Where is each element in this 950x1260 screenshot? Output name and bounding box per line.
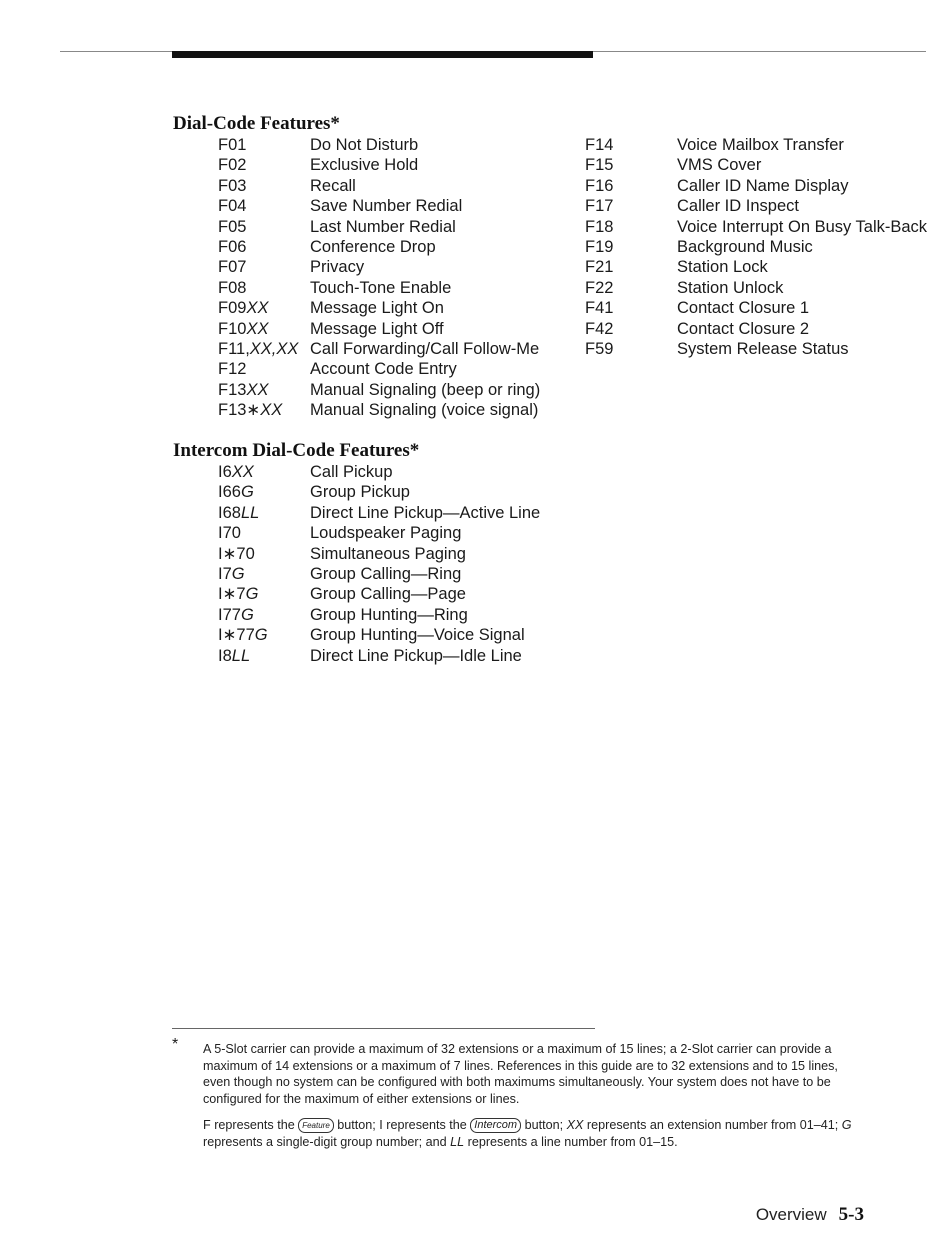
feature-label: Group Calling—Page — [310, 585, 466, 604]
feature-code: F12 — [218, 360, 247, 379]
feature-code: F04 — [218, 197, 247, 216]
list-item — [218, 278, 578, 298]
dial-code-heading: Dial-Code Features* — [173, 113, 340, 134]
list-item — [585, 319, 945, 339]
feature-label: Recall — [310, 176, 356, 195]
list-item — [218, 646, 578, 666]
feature-code: F15 — [585, 156, 614, 175]
feature-label: Account Code Entry — [310, 360, 457, 379]
feature-label: Contact Closure 1 — [677, 299, 810, 318]
list-item — [218, 319, 578, 339]
feature-label: Message Light On — [310, 299, 444, 318]
feature-label: Voice Interrupt On Busy Talk-Back — [677, 217, 928, 236]
list-item — [585, 196, 945, 216]
feature-code: F42 — [585, 319, 614, 338]
list-item — [218, 155, 578, 175]
feature-code: F14 — [585, 136, 614, 154]
feature-label: Station Lock — [677, 258, 768, 277]
feature-code: F18 — [585, 217, 614, 236]
feature-code: F10XX — [218, 319, 269, 338]
feature-label: Group Pickup — [310, 483, 410, 502]
list-item — [585, 298, 945, 318]
feature-label: Do Not Disturb — [310, 136, 419, 154]
list-item — [218, 217, 578, 237]
feature-label: Touch-Tone Enable — [310, 278, 452, 297]
intercom-heading: Intercom Dial-Code Features* — [173, 440, 420, 461]
feature-code: I6XX — [218, 463, 254, 481]
feature-code: I66G — [218, 483, 254, 502]
feature-label: Voice Mailbox Transfer — [677, 136, 844, 154]
feature-label: Conference Drop — [310, 237, 436, 256]
intercom-code-list — [218, 462, 578, 666]
list-item — [218, 482, 578, 502]
list-item — [218, 462, 578, 482]
feature-label: Group Calling—Ring — [310, 564, 462, 583]
feature-label: Station Unlock — [677, 278, 784, 297]
feature-label: Message Light Off — [310, 319, 444, 338]
footnote-paragraph-1: A 5-Slot carrier can provide a maximum of 32 extensions or a maximum of 15 lines; a 2-Slot carrier can provide a maximum of 14 extensions or a maximum of 7 lines. References in this guide are to 32 extensions and to 15 lines, even though no system can be configured with both maximums simultaneously. Your system does not have to be configured for the maximum of either extensions or lines. — [203, 1042, 838, 1106]
feature-code: F19 — [585, 237, 614, 256]
dial-code-list-right — [585, 135, 945, 359]
list-item — [585, 278, 945, 298]
list-item — [218, 298, 578, 318]
list-item — [585, 237, 945, 257]
feature-code: I∗7G — [218, 585, 259, 604]
feature-label: Call Pickup — [310, 463, 393, 481]
list-item — [218, 135, 578, 155]
list-item — [218, 380, 578, 400]
feature-label: Group Hunting—Ring — [310, 605, 468, 624]
feature-label: Direct Line Pickup—Idle Line — [310, 646, 522, 665]
page-number: 5-3 — [838, 1204, 864, 1225]
feature-label: Simultaneous Paging — [310, 544, 466, 563]
feature-label: Manual Signaling (beep or ring) — [310, 380, 541, 399]
feature-label: Last Number Redial — [310, 217, 456, 236]
feature-code: F08 — [218, 278, 247, 297]
feature-code: I∗77G — [218, 626, 268, 645]
list-item — [218, 237, 578, 257]
feature-code: F01 — [218, 136, 247, 154]
list-item — [585, 135, 945, 155]
list-item — [585, 217, 945, 237]
feature-label: Background Music — [677, 237, 813, 256]
feature-label: Loudspeaker Paging — [310, 524, 462, 543]
feature-label: Save Number Redial — [310, 197, 463, 216]
feature-code: F59 — [585, 339, 614, 358]
footnote-rule — [172, 1028, 595, 1029]
footnote-paragraph-2: F represents the Feature button; I represents the Intercom button; XX represents an extension number from 01–41; G represents a single-digit group number; and LL represents a line number from 01–15. — [203, 1118, 852, 1149]
list-item — [218, 605, 578, 625]
page-footer — [756, 1204, 864, 1226]
feature-code: F09XX — [218, 299, 269, 318]
list-item — [218, 625, 578, 645]
list-item — [218, 196, 578, 216]
feature-code: F13XX — [218, 380, 269, 399]
list-item — [218, 176, 578, 196]
dial-code-list-left — [218, 135, 578, 420]
feature-code: F11,XX,XX — [218, 339, 299, 358]
feature-label: VMS Cover — [677, 156, 762, 175]
list-item — [218, 523, 578, 543]
feature-code: F13∗XX — [218, 401, 283, 420]
feature-label: Group Hunting—Voice Signal — [310, 626, 525, 645]
feature-code: I70 — [218, 524, 241, 543]
list-item — [218, 257, 578, 277]
feature-label: Contact Closure 2 — [677, 319, 810, 338]
feature-label: Call Forwarding/Call Follow-Me — [310, 339, 540, 358]
list-item — [585, 339, 945, 359]
feature-code: F22 — [585, 278, 614, 297]
feature-code: F02 — [218, 156, 247, 175]
feature-code: F41 — [585, 299, 614, 318]
intercom-button-icon: Intercom — [470, 1118, 521, 1133]
footer-section-name: Overview — [755, 1205, 827, 1224]
feature-label: System Release Status — [677, 339, 849, 358]
feature-code: F06 — [218, 237, 247, 256]
feature-label: Exclusive Hold — [310, 156, 419, 175]
feature-code: I7G — [218, 564, 245, 583]
list-item — [585, 176, 945, 196]
feature-code: F03 — [218, 176, 247, 195]
list-item — [218, 564, 578, 584]
feature-label: Caller ID Name Display — [677, 176, 849, 195]
feature-label: Privacy — [310, 258, 365, 277]
list-item — [218, 359, 578, 379]
list-item — [218, 339, 578, 359]
feature-code: I77G — [218, 605, 254, 624]
list-item — [218, 544, 578, 564]
feature-code: F16 — [585, 176, 614, 195]
feature-code: I8LL — [218, 646, 251, 665]
list-item — [218, 400, 578, 420]
feature-code: I∗70 — [218, 544, 255, 563]
list-item — [585, 155, 945, 175]
list-item — [218, 584, 578, 604]
feature-label: Direct Line Pickup—Active Line — [310, 503, 541, 522]
feature-code: I68LL — [218, 503, 260, 522]
feature-label: Caller ID Inspect — [677, 197, 799, 216]
feature-button-icon: Feature — [298, 1118, 334, 1133]
list-item — [585, 257, 945, 277]
footnote-marker: * — [172, 1036, 179, 1053]
feature-code: F05 — [218, 217, 247, 236]
feature-label: Manual Signaling (voice signal) — [310, 401, 539, 420]
header-bar — [172, 51, 593, 58]
list-item — [218, 503, 578, 523]
feature-code: F17 — [585, 197, 614, 216]
feature-code: F07 — [218, 258, 247, 277]
feature-code: F21 — [585, 258, 614, 277]
